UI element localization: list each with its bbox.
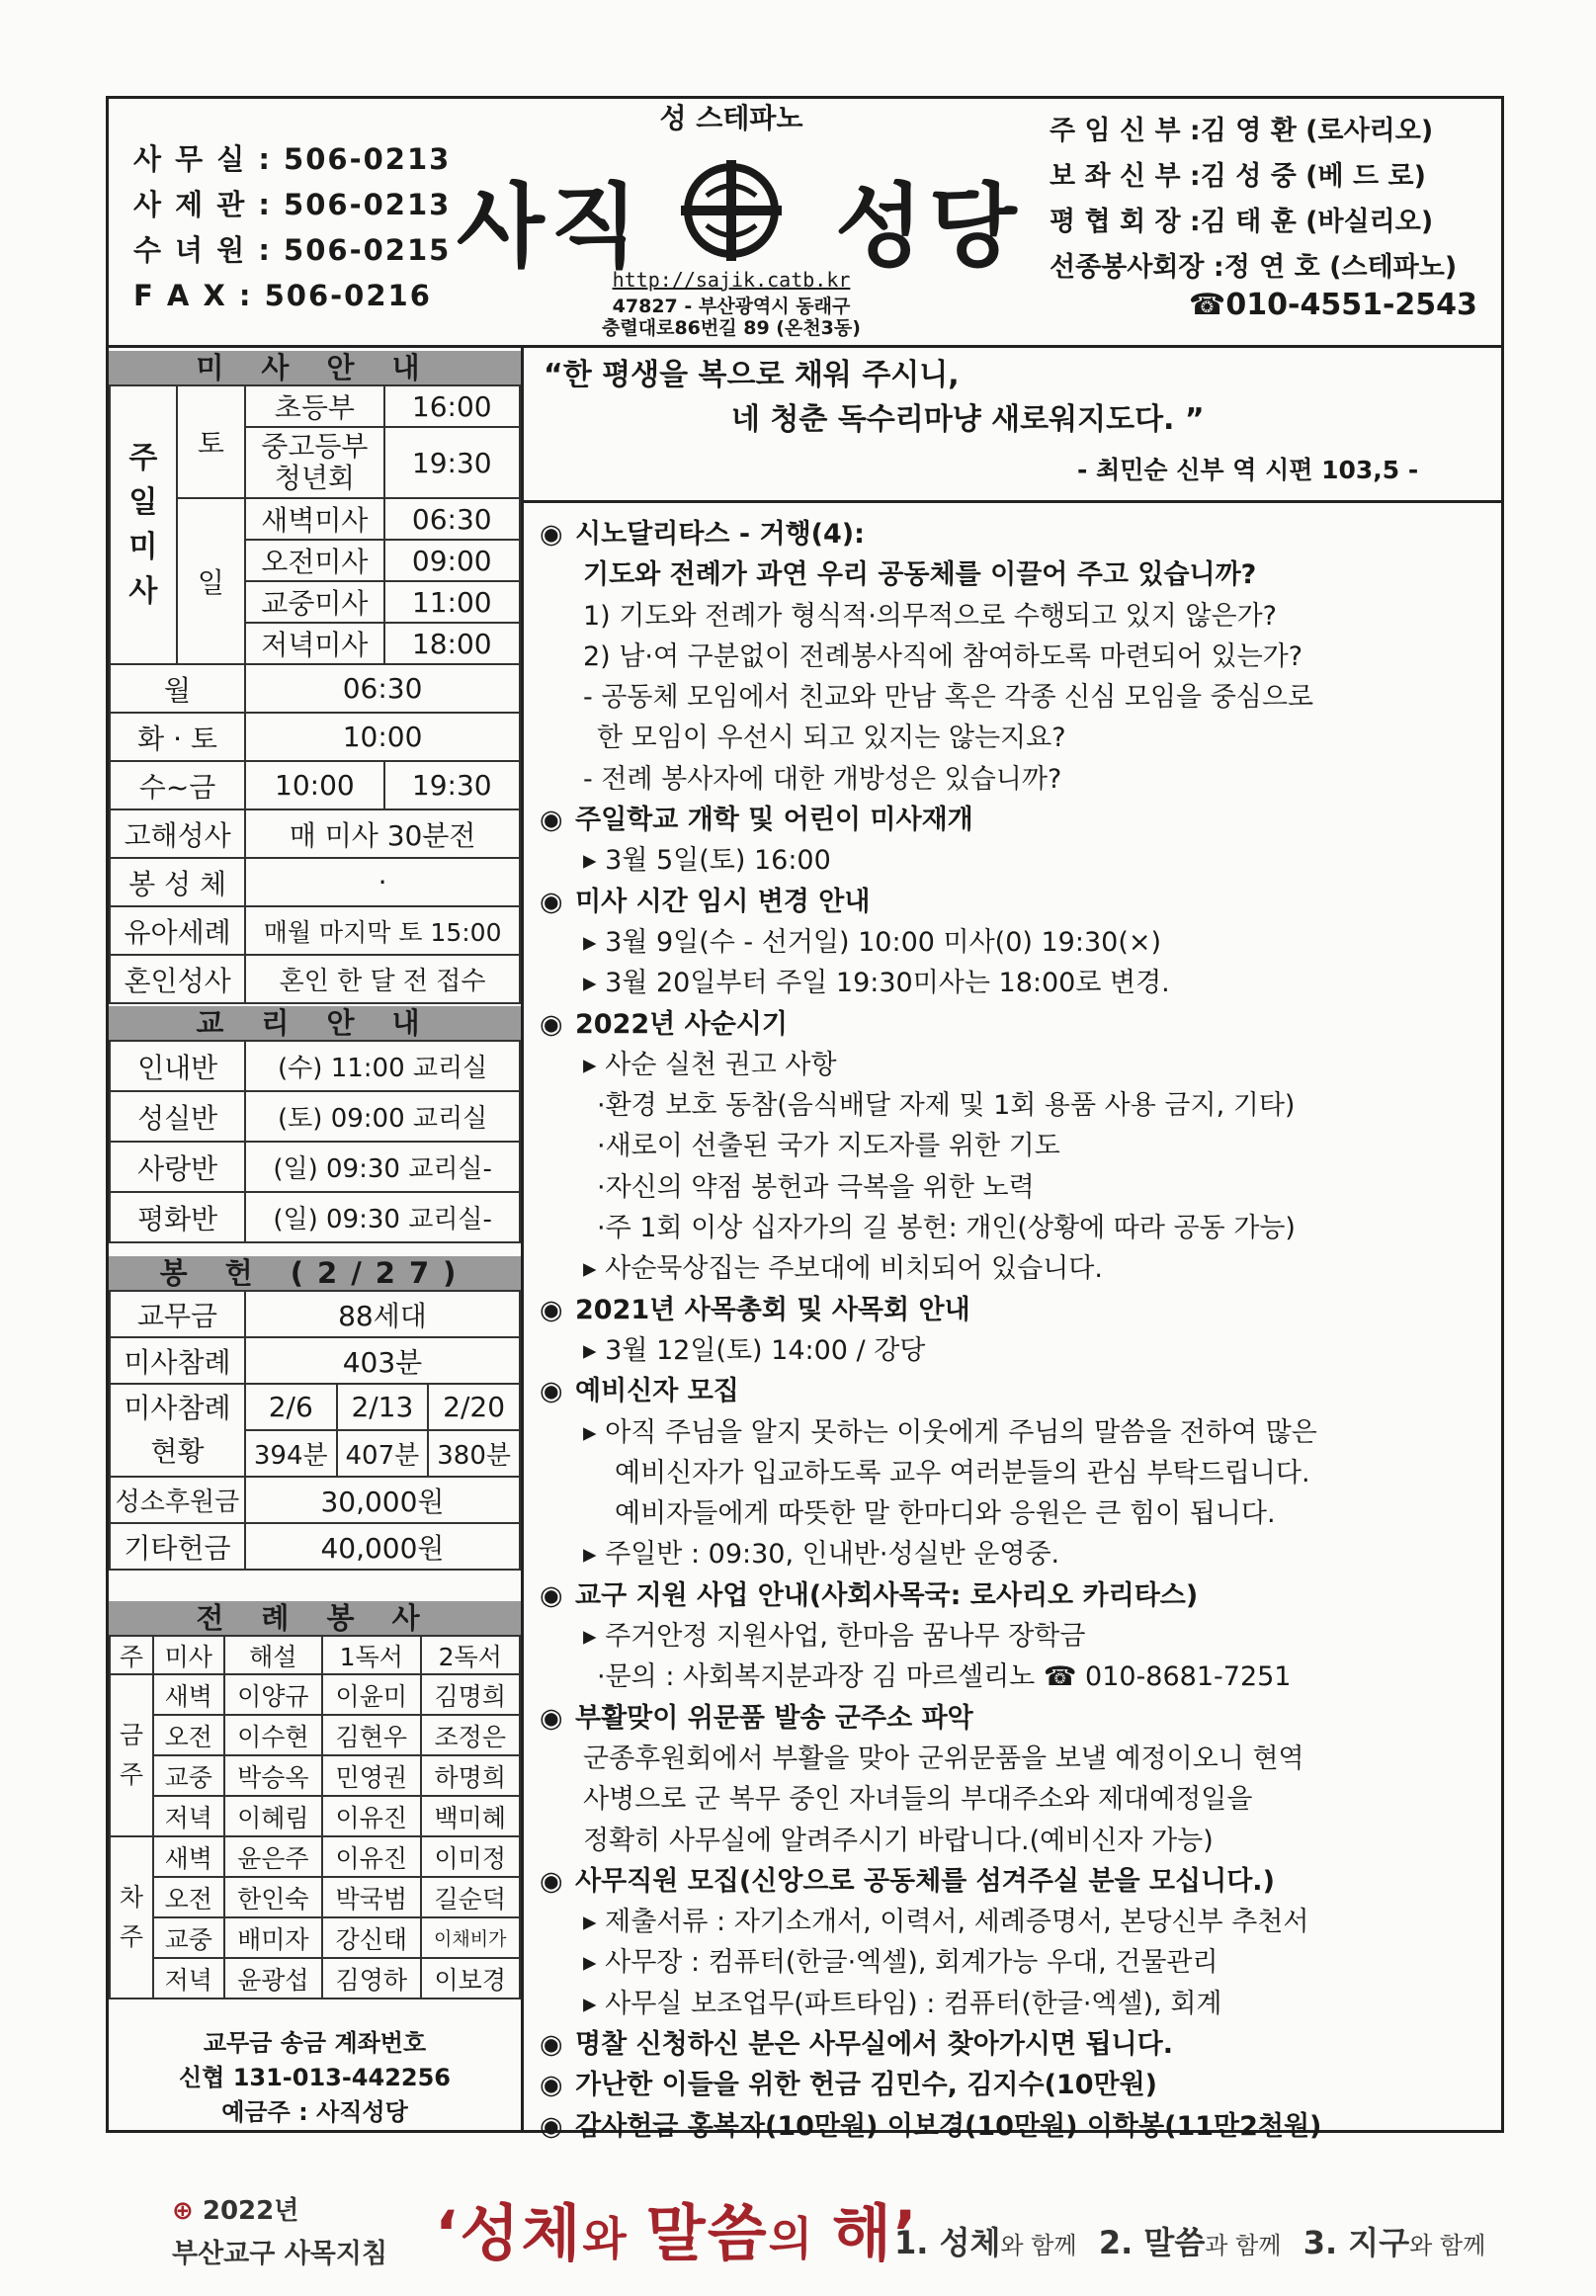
table-cell: 09:00 [384,540,520,581]
notice-line [540,1657,1488,1697]
mass-heading: 미 사 안 내 [109,351,521,384]
liturgy-heading: 전 례 봉 사 [109,1601,521,1635]
notice-line [540,1248,1488,1289]
sunday-mass-label: 주 일 미 사 [110,385,177,664]
table-cell: 이미정 [421,1836,520,1877]
table-cell: 오전미사 [245,540,383,581]
table-cell: 1독서 [322,1636,420,1674]
notice-text: ▸ 사순묵상집는 주보대에 비치되어 있습니다. [583,1253,1103,1285]
table-cell: 고해성사 [110,809,245,858]
notice-line [540,963,1488,1003]
table-cell: 교중미사 [245,581,383,623]
table-cell: 김명희 [421,1674,520,1715]
notice-line [540,1371,1488,1411]
table-cell: 강신태 [322,1917,420,1958]
notice-text: 명찰 신청하신 분은 사무실에서 찾아가시면 됩니다. [575,2028,1173,2060]
table-cell: 이수현 [224,1715,322,1755]
notice-bullet-icon: ◉ [540,1294,563,1325]
table-cell: 미사참례 현황 [110,1384,245,1477]
notice-text: 시노달리타스 - 거행(4): [575,519,865,550]
table-cell: 박승옥 [224,1755,322,1796]
notice-line [540,1779,1488,1820]
notice-line [540,2106,1488,2147]
table-cell: 교중 [153,1755,224,1796]
notice-text: ·새로이 선출된 국가 지도자를 위한 기도 [597,1131,1060,1162]
notice-text: 정확히 사무실에 알려주시기 바랍니다.(예비신자 가능) [583,1825,1214,1856]
notice-bullet-icon: ◉ [540,2028,563,2060]
table-cell: 저녁 [153,1958,224,1998]
table-cell: 40,000원 [245,1523,520,1570]
table-cell: 380분 [428,1430,520,1477]
quote-divider [521,500,1504,503]
table-cell: 주 [110,1636,153,1674]
table-cell: 교중 [153,1917,224,1958]
notice-line [540,1290,1488,1330]
footer-points: 1. 성체와 함께 2. 말씀과 함께 3. 지구와 함께 [894,2224,1486,2261]
table-cell: 이유진 [322,1796,420,1836]
table-cell: 조정은 [421,1715,520,1755]
notice-bullet-icon: ◉ [540,1008,563,1040]
notice-text: 2022년 사순시기 [575,1008,788,1040]
notice-line [540,554,1488,595]
table-cell: 기타헌금 [110,1523,245,1570]
table-cell: 윤은주 [224,1836,322,1877]
table-cell: 06:30 [245,664,520,713]
notice-line [540,1493,1488,1534]
table-cell: 성소후원금 [110,1477,245,1523]
table-cell: 19:30 [384,761,520,809]
table-cell: 88세대 [245,1291,520,1337]
notice-text: 부활맞이 위문품 발송 군주소 파악 [575,1702,973,1734]
parish-address: 47827 - 부산광역시 동래구 충렬대로86번길 89 (온천3동) [602,296,861,339]
notice-text: ▸ 3월 5일(토) 16:00 [583,845,831,877]
table-cell: 이보경 [421,1958,520,1998]
table-cell: 새벽 [153,1836,224,1877]
table-cell: 06:30 [384,498,520,540]
table-cell: 저녁미사 [245,623,383,664]
notice-line [540,1698,1488,1739]
notice-line [540,514,1488,554]
notice-text: ·문의 : 사회복지분과장 김 마르셀리노 ☎ 010-8681-7251 [597,1661,1292,1693]
notice-text: - 공동체 모임에서 친교와 만남 혹은 각종 신심 모임을 중심으로 [583,682,1314,714]
notice-text: 1) 기도와 전례가 형식적·의무적으로 수행되고 있지 않은가? [583,600,1278,632]
notice-text: 예비신자 모집 [575,1376,739,1407]
notice-line [540,840,1488,881]
notice-line [540,1453,1488,1493]
table-cell: (일) 09:30 교리실- [245,1142,520,1192]
table-cell: 오전 [153,1715,224,1755]
notice-bullet-icon: ◉ [540,1865,563,1897]
table-cell: 오전 [153,1877,224,1917]
notice-text: ▸ 주일반 : 09:30, 인내반·성실반 운영중. [583,1539,1060,1571]
notice-text: 2) 남·여 구분없이 전례봉사직에 참여하도록 마련되어 있는가? [583,640,1303,672]
notice-text: 군종후원회에서 부활을 맞아 군위문품을 보낼 예정이오니 현역 [583,1743,1304,1774]
table-cell: 새벽 [153,1674,224,1715]
notice-line [540,1534,1488,1574]
table-cell: 월 [110,664,245,713]
clergy-list: 주 임 신 부 :김 영 환 (로사리오) 보 좌 신 부 :김 성 중 (베 드 로) 평 협 회 장 :김 태 훈 (바실리오) 선종봉사회장 :정 연 호 (스테파노) [1050,116,1458,283]
notice-text: 기도와 전례가 과연 우리 공동체를 이끌어 주고 있습니까? [583,559,1257,591]
masthead: 성 스테파노 사직 성당 http://sajik.catb.kr 47827 - 부산광역시 동래구 충렬대로86번길 89 (온천3동) [435,95,1028,345]
table-cell: 16:00 [384,385,520,427]
notice-bullet-icon: ◉ [540,805,563,836]
notice-bullet-icon: ◉ [540,2110,563,2142]
notice-text: ▸ 3월 12일(토) 14:00 / 강당 [583,1334,926,1366]
notice-text: 2021년 사목총회 및 사목회 안내 [575,1294,970,1325]
table-cell: 중고등부 청년회 [245,427,383,498]
notice-line [540,1167,1488,1208]
scripture-quote: “한 평생을 복으로 채워 주시니, 네 청춘 독수리마냥 새로워지도다. ” [544,358,1205,437]
table-cell: 403분 [245,1337,520,1384]
catechism-table [109,1040,521,1243]
column-divider [521,345,524,2133]
table-cell: 새벽미사 [245,498,383,540]
contact-phone: ☎010-4551-2543 [1189,288,1477,322]
table-cell: 윤광섭 [224,1958,322,1998]
table-cell: 이윤미 [322,1674,420,1715]
notice-bullet-icon: ◉ [540,2070,563,2101]
notice-line [540,1412,1488,1453]
notice-text: ▸ 사무실 보조업무(파트타임) : 컴퓨터(한글·엑셀), 회계 [583,1988,1222,2019]
table-cell: 김현우 [322,1715,420,1755]
offering-heading: 봉 헌 (2/27) [109,1256,521,1290]
notice-line [540,1984,1488,2024]
office-contacts: 사 무 실 : 506-0213 사 제 관 : 506-0213 수 녀 원 : 506-0215 F A X : 506-0216 [133,142,452,312]
notice-text: ·환경 보호 동참(음식배달 자제 및 1회 용품 사용 금지, 기타) [597,1090,1296,1122]
table-cell: 길순덕 [421,1877,520,1917]
notice-text: 미사 시간 임시 변경 안내 [575,886,871,917]
mass-table [109,384,521,1004]
notice-line [540,1942,1488,1983]
notice-text: ▸ 사순 실천 권고 사항 [583,1049,837,1080]
catechism-heading: 교 리 안 내 [109,1006,521,1040]
table-cell: 저녁 [153,1796,224,1836]
notice-line [540,2065,1488,2105]
notice-text: 주일학교 개학 및 어린이 미사재개 [575,805,973,836]
table-cell: 407분 [337,1430,429,1477]
notice-bullet-icon: ◉ [540,1702,563,1734]
table-cell: 10:00 [245,713,520,761]
notice-line [540,1616,1488,1657]
table-cell: 이혜림 [224,1796,322,1836]
parish-url[interactable]: http://sajik.catb.kr [612,268,851,292]
table-cell: 배미자 [224,1917,322,1958]
table-cell: 유아세례 [110,906,245,955]
table-cell: 미사참례 [110,1337,245,1384]
table-cell: 평화반 [110,1192,245,1242]
table-cell: 이양규 [224,1674,322,1715]
notice-line [540,1208,1488,1248]
table-cell: 박국범 [322,1877,420,1917]
notice-text: ·주 1회 이상 십자가의 길 봉헌: 개인(상황에 따라 공동 가능) [597,1213,1296,1244]
header-divider [106,345,1504,348]
notice-line [540,1575,1488,1616]
notice-line [540,1126,1488,1166]
notice-line [540,637,1488,677]
notice-line [540,800,1488,840]
table-cell: 2독서 [421,1636,520,1674]
table-cell: 민영권 [322,1755,420,1796]
footer-slogan: ‘성체와 말씀의 해’ [435,2197,919,2269]
notice-text: ▸ 3월 9일(수 - 선거일) 10:00 미사(0) 19:30(×) [583,926,1162,958]
footer-year: ⊕ 2022년 [172,2196,299,2226]
notice-text: 교구 지원 사업 안내(사회사목국: 로사리오 카리타스) [575,1579,1199,1611]
notice-line [540,1861,1488,1902]
table-cell: 금주 [110,1674,153,1836]
table-cell: 차주 [110,1836,153,1998]
table-cell: (수) 11:00 교리실 [245,1041,520,1091]
notice-line [540,922,1488,963]
table-cell: 매월 마지막 토 15:00 [245,906,520,955]
footer-guideline: 부산교구 사목지침 [172,2239,388,2269]
notice-line [540,1902,1488,1942]
notice-line [540,1085,1488,1126]
table-cell: 화 · 토 [110,713,245,761]
notices-list [540,514,1488,2147]
table-cell: 혼인성사 [110,955,245,1003]
notice-bullet-icon: ◉ [540,519,563,550]
table-cell: (일) 09:30 교리실- [245,1192,520,1242]
table-cell: 2/20 [428,1384,520,1430]
saturday-label: 토 [177,385,246,498]
table-cell: · [245,858,520,906]
table-cell: 하명희 [421,1755,520,1796]
notice-text: 예비신자가 입교하도록 교우 여러분들의 관심 부탁드립니다. [615,1457,1310,1488]
table-cell: 혼인 한 달 전 접수 [245,955,520,1003]
notice-line [540,1330,1488,1371]
notice-text: 한 모임이 우선시 되고 있지는 않는지요? [597,723,1066,754]
table-cell: 394분 [245,1430,337,1477]
masthead-subtitle: 성 스테파노 [659,102,803,134]
notice-line [540,596,1488,637]
table-cell: 미사 [153,1636,224,1674]
table-cell: 10:00 [245,761,383,809]
notice-bullet-icon: ◉ [540,886,563,917]
liturgy-table [109,1635,521,1999]
table-cell: 성실반 [110,1091,245,1142]
table-cell: 매 미사 30분전 [245,809,520,858]
notice-text: ▸ 주거안정 지원사업, 한마음 꿈나무 장학금 [583,1621,1086,1653]
offering-table [109,1290,521,1571]
notice-text: ▸ 제출서류 : 자기소개서, 이력서, 세례증명서, 본당신부 추천서 [583,1907,1309,1938]
notice-text: ▸ 사무장 : 컴퓨터(한글·엑셀), 회계가능 우대, 건물관리 [583,1947,1218,1979]
table-cell: 18:00 [384,623,520,664]
sunday-label: 일 [177,498,246,664]
table-cell: 30,000원 [245,1477,520,1523]
table-cell: 해설 [224,1636,322,1674]
notice-line [540,759,1488,800]
notice-line [540,1739,1488,1779]
table-cell: 봉 성 체 [110,858,245,906]
notice-bullet-icon: ◉ [540,1376,563,1407]
notice-text: 감사헌금 홍복자(10만원) 이보경(10만원) 이학봉(11만2천원) [575,2110,1322,2142]
table-cell: 사랑반 [110,1142,245,1192]
notice-bullet-icon: ◉ [540,1579,563,1611]
table-cell: 한인숙 [224,1877,322,1917]
table-cell: (토) 09:00 교리실 [245,1091,520,1142]
table-cell: 교무금 [110,1291,245,1337]
notice-text: ▸ 아직 주님을 알지 못하는 이웃에게 주님의 말씀을 전하여 많은 [583,1416,1317,1448]
table-cell: 이유진 [322,1836,420,1877]
notice-line [540,718,1488,758]
notice-line [540,1821,1488,1861]
notice-text: 사무직원 모집(신앙으로 공동체를 섬겨주실 분을 모십니다.) [575,1865,1275,1897]
notice-line [540,1004,1488,1045]
notice-text: 가난한 이들을 위한 헌금 김민수, 김지수(10만원) [575,2070,1157,2101]
table-cell: 11:00 [384,581,520,623]
table-cell: 2/13 [337,1384,429,1430]
table-cell: 수~금 [110,761,245,809]
table-cell: 김영하 [322,1958,420,1998]
notice-text: - 전례 봉사자에 대한 개방성은 있습니까? [583,763,1062,795]
table-cell: 19:30 [384,427,520,498]
notice-line [540,2024,1488,2065]
table-cell: 초등부 [245,385,383,427]
notice-text: 예비자들에게 따뜻한 말 한마디와 응원은 큰 힘이 됩니다. [615,1498,1276,1530]
notice-line [540,1045,1488,1085]
quote-source: - 최민순 신부 역 시편 103,5 - [1077,456,1419,484]
table-cell: 2/6 [245,1384,337,1430]
notice-text: ·자신의 약점 봉헌과 극복을 위한 노력 [597,1171,1035,1203]
notice-text: 사병으로 군 복무 중인 자녀들의 부대주소와 제대예정일을 [583,1784,1253,1816]
table-cell: 백미혜 [421,1796,520,1836]
table-cell: 이채비가 [421,1917,520,1958]
notice-line [540,882,1488,922]
notice-text: ▸ 3월 20일부터 주일 19:30미사는 18:00로 변경. [583,968,1170,999]
table-cell: 인내반 [110,1041,245,1091]
notice-line [540,677,1488,718]
parish-cross-logo-icon [677,156,786,265]
account-info: 교무금 송금 계좌번호 신협 131-013-442256 예금주 : 사직성당 [178,2029,452,2126]
